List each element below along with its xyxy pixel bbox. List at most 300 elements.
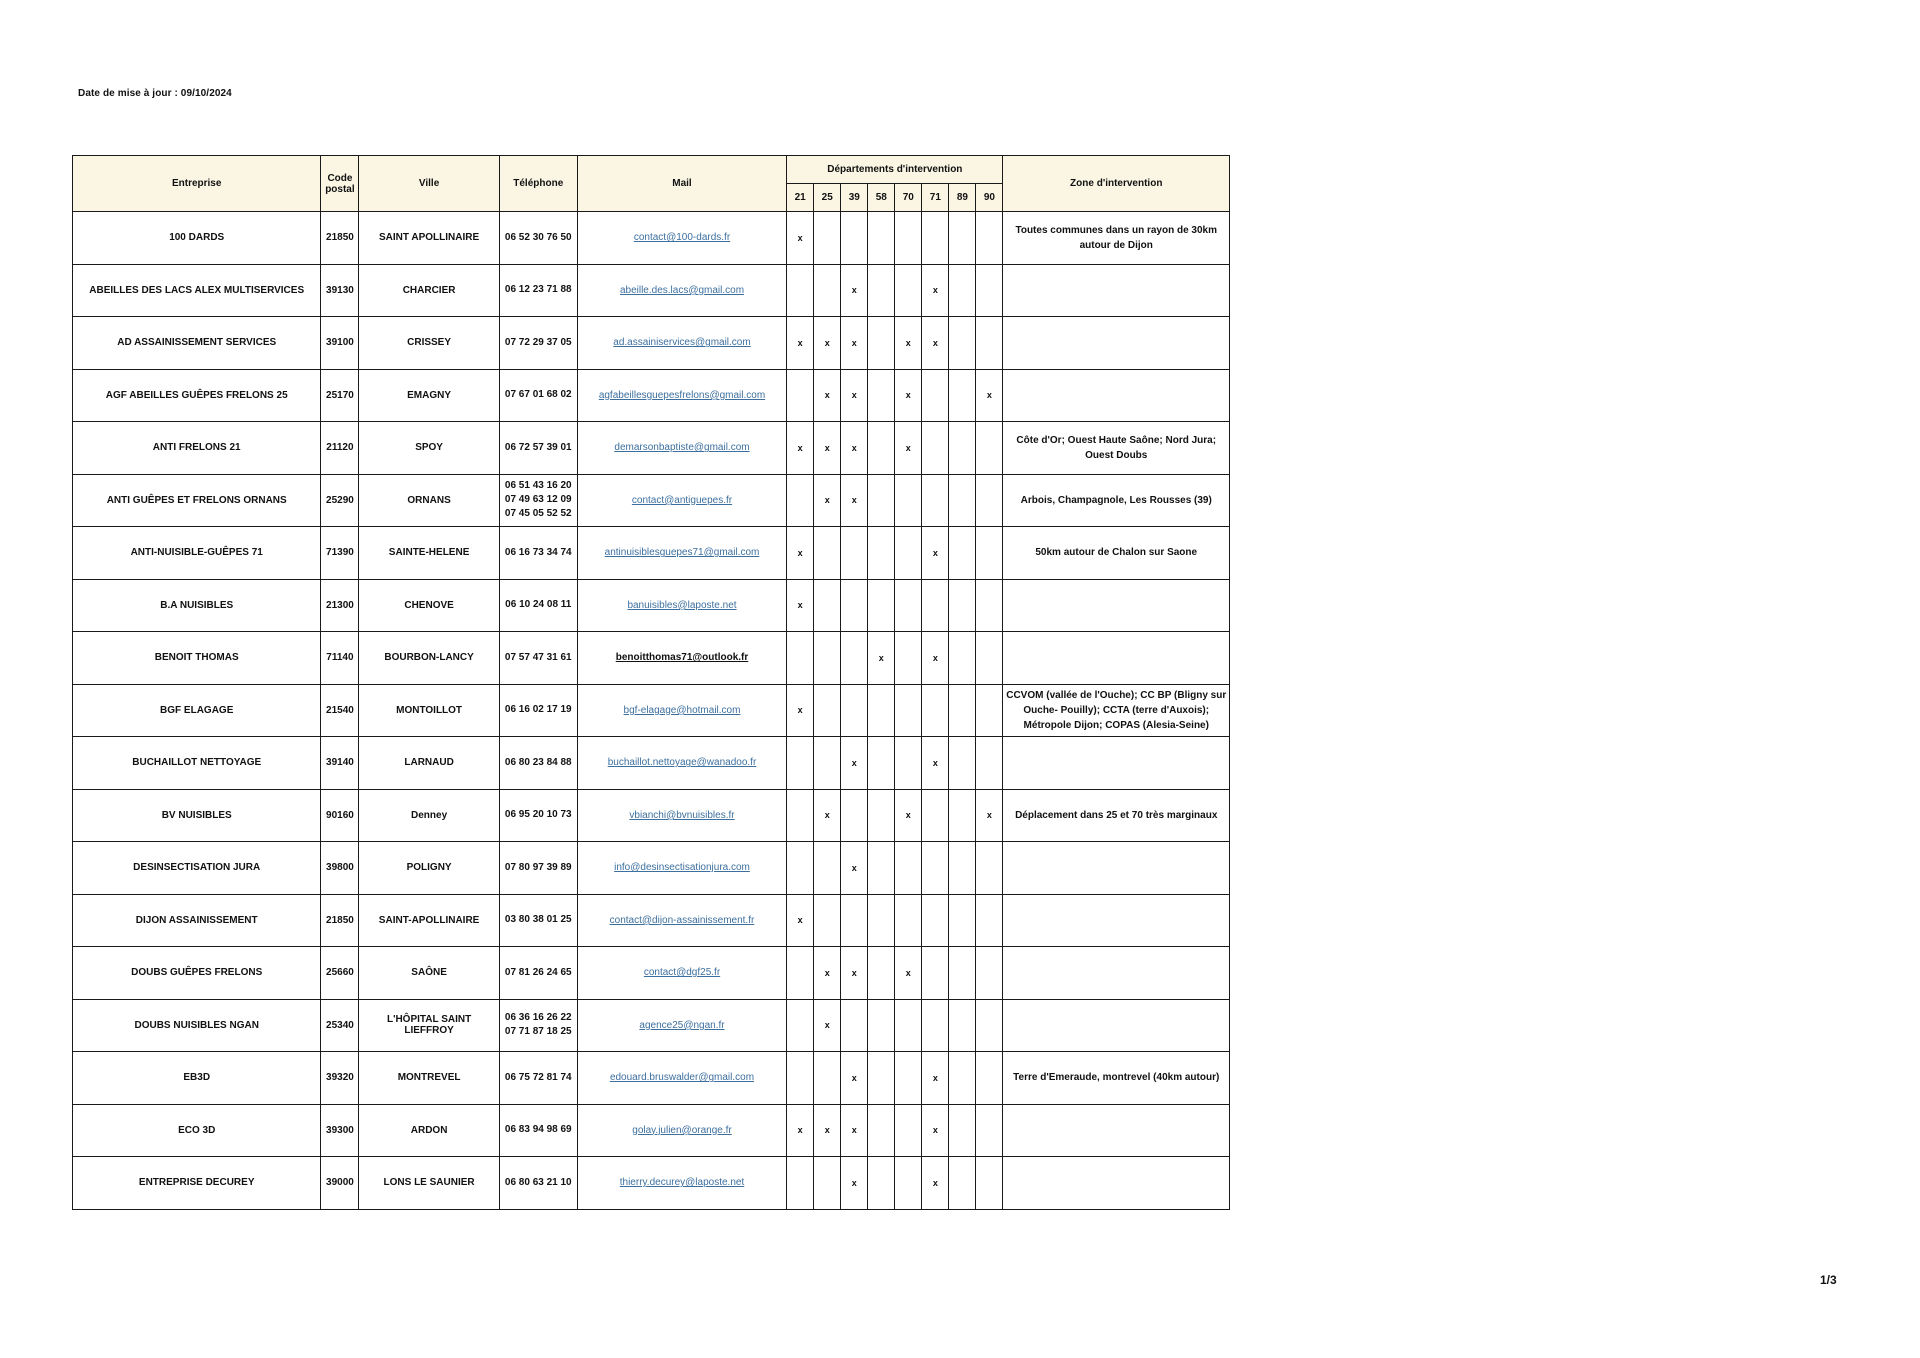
intervention-zone [1003,947,1230,1000]
department-mark-70 [895,579,922,632]
department-mark-70: x [895,369,922,422]
table-row [73,369,1230,422]
email-link[interactable]: bgf-elagage@hotmail.com [577,684,786,737]
department-mark-39: x [841,369,868,422]
department-mark-25: x [814,317,841,370]
table-body [73,212,1230,1210]
city: LARNAUD [359,737,499,790]
company-name: BUCHAILLOT NETTOYAGE [73,737,321,790]
dep-header-89: 89 [949,184,976,212]
email-link[interactable]: antinuisiblesguepes71@gmail.com [577,527,786,580]
department-mark-39: x [841,264,868,317]
department-mark-89 [949,212,976,265]
intervention-zone [1003,632,1230,685]
department-mark-39: x [841,474,868,527]
email-link[interactable]: contact@100-dards.fr [577,212,786,265]
department-mark-71 [922,369,949,422]
dep-header-70: 70 [895,184,922,212]
department-mark-90 [976,632,1003,685]
email-link[interactable]: agence25@ngan.fr [577,999,786,1052]
col-header-ville: Ville [359,156,499,212]
phone-number: 07 57 47 31 61 [499,632,577,685]
postal-code: 25340 [321,999,359,1052]
department-mark-39: x [841,1157,868,1210]
department-mark-90: x [976,369,1003,422]
phone-number: 06 10 24 08 11 [499,579,577,632]
department-mark-70 [895,737,922,790]
table-row [73,422,1230,475]
department-mark-39: x [841,317,868,370]
department-mark-39: x [841,1104,868,1157]
department-mark-71 [922,894,949,947]
phone-number: 06 80 63 21 10 [499,1157,577,1210]
city: MONTOILLOT [359,684,499,737]
department-mark-58 [868,212,895,265]
department-mark-70 [895,894,922,947]
department-mark-71 [922,474,949,527]
department-mark-58 [868,894,895,947]
department-mark-71: x [922,737,949,790]
intervention-zone [1003,999,1230,1052]
department-mark-58 [868,947,895,1000]
department-mark-71: x [922,1157,949,1210]
table-row [73,737,1230,790]
intervention-zone [1003,842,1230,895]
phone-number: 06 83 94 98 69 [499,1104,577,1157]
department-mark-21 [787,842,814,895]
department-mark-90 [976,527,1003,580]
department-mark-21: x [787,212,814,265]
department-mark-89 [949,632,976,685]
phone-number: 07 67 01 68 02 [499,369,577,422]
department-mark-89 [949,474,976,527]
department-mark-89 [949,579,976,632]
department-mark-21 [787,632,814,685]
dep-header-58: 58 [868,184,895,212]
department-mark-70: x [895,317,922,370]
department-mark-25 [814,264,841,317]
company-name: DOUBS NUISIBLES NGAN [73,999,321,1052]
city: ORNANS [359,474,499,527]
table-row [73,212,1230,265]
email-link[interactable]: banuisibles@laposte.net [577,579,786,632]
city: MONTREVEL [359,1052,499,1105]
department-mark-58 [868,1052,895,1105]
department-mark-21 [787,264,814,317]
postal-code: 90160 [321,789,359,842]
phone-number: 07 72 29 37 05 [499,317,577,370]
department-mark-71: x [922,1104,949,1157]
company-name: ANTI GUÊPES ET FRELONS ORNANS [73,474,321,527]
department-mark-90: x [976,789,1003,842]
department-mark-70 [895,684,922,737]
department-mark-21: x [787,1104,814,1157]
postal-code: 39300 [321,1104,359,1157]
intervention-zone [1003,579,1230,632]
department-mark-89 [949,1052,976,1105]
email-link[interactable]: abeille.des.lacs@gmail.com [577,264,786,317]
city: CRISSEY [359,317,499,370]
department-mark-39: x [841,422,868,475]
department-mark-21: x [787,317,814,370]
department-mark-90 [976,579,1003,632]
company-name: 100 DARDS [73,212,321,265]
department-mark-25 [814,842,841,895]
phone-number: 07 80 97 39 89 [499,842,577,895]
department-mark-71: x [922,632,949,685]
department-mark-58 [868,317,895,370]
city: EMAGNY [359,369,499,422]
city: SAÔNE [359,947,499,1000]
department-mark-58 [868,1104,895,1157]
department-mark-21 [787,947,814,1000]
postal-code: 39140 [321,737,359,790]
table-row [73,264,1230,317]
email-link[interactable]: benoitthomas71@outlook.fr [577,632,786,685]
department-mark-70 [895,842,922,895]
company-name: DOUBS GUÊPES FRELONS [73,947,321,1000]
department-mark-89 [949,527,976,580]
department-mark-25: x [814,789,841,842]
postal-code: 25170 [321,369,359,422]
email-link[interactable]: buchaillot.nettoyage@wanadoo.fr [577,737,786,790]
company-name: AD ASSAINISSEMENT SERVICES [73,317,321,370]
city: CHENOVE [359,579,499,632]
city: Denney [359,789,499,842]
department-mark-58 [868,579,895,632]
department-mark-71 [922,422,949,475]
department-mark-89 [949,369,976,422]
company-name: ANTI FRELONS 21 [73,422,321,475]
postal-code: 21850 [321,212,359,265]
phone-number: 07 81 26 24 65 [499,947,577,1000]
department-mark-71 [922,842,949,895]
department-mark-25 [814,579,841,632]
department-mark-90 [976,999,1003,1052]
department-mark-70 [895,527,922,580]
table-row [73,1052,1230,1105]
col-header-mail: Mail [577,156,786,212]
email-link[interactable]: golay.julien@orange.fr [577,1104,786,1157]
table-row [73,1104,1230,1157]
department-mark-90 [976,684,1003,737]
department-mark-89 [949,264,976,317]
department-mark-90 [976,212,1003,265]
intervention-zone [1003,317,1230,370]
dep-header-39: 39 [841,184,868,212]
department-mark-25 [814,684,841,737]
phone-number: 06 51 43 16 20 07 49 63 12 09 07 45 05 52 52 [499,474,577,527]
postal-code: 71140 [321,632,359,685]
department-mark-71 [922,684,949,737]
department-mark-58 [868,474,895,527]
department-mark-71 [922,999,949,1052]
department-mark-71 [922,789,949,842]
intervention-zone [1003,737,1230,790]
table-row [73,1157,1230,1210]
company-name: B.A NUISIBLES [73,579,321,632]
intervention-zone: Arbois, Champagnole, Les Rousses (39) [1003,474,1230,527]
department-mark-21 [787,1157,814,1210]
intervention-zone: 50km autour de Chalon sur Saone [1003,527,1230,580]
department-mark-39 [841,527,868,580]
table-row [73,947,1230,1000]
table-row [73,317,1230,370]
department-mark-25 [814,527,841,580]
department-mark-90 [976,1157,1003,1210]
table-row [73,789,1230,842]
companies-table [72,155,1230,1210]
company-name: ECO 3D [73,1104,321,1157]
department-mark-25 [814,212,841,265]
city: L'HÔPITAL SAINT LIEFFROY [359,999,499,1052]
postal-code: 21850 [321,894,359,947]
city: CHARCIER [359,264,499,317]
phone-number: 06 36 16 26 22 07 71 87 18 25 [499,999,577,1052]
table-header-row [73,156,1230,184]
col-header-departements: Départements d'intervention [787,156,1003,184]
department-mark-90 [976,317,1003,370]
intervention-zone: CCVOM (vallée de l'Ouche); CC BP (Bligny sur Ouche- Pouilly); CCTA (terre d'Auxois); Métropole Dijon; COPAS (Alesia-Seine) [1003,684,1230,737]
department-mark-70 [895,1157,922,1210]
department-mark-25: x [814,369,841,422]
email-link[interactable]: vbianchi@bvnuisibles.fr [577,789,786,842]
col-header-zone: Zone d'intervention [1003,156,1230,212]
department-mark-70 [895,632,922,685]
phone-number: 06 52 30 76 50 [499,212,577,265]
department-mark-21 [787,474,814,527]
department-mark-25: x [814,474,841,527]
company-name: BGF ELAGAGE [73,684,321,737]
department-mark-89 [949,1104,976,1157]
department-mark-90 [976,264,1003,317]
dep-header-21: 21 [787,184,814,212]
company-name: BENOIT THOMAS [73,632,321,685]
intervention-zone: Toutes communes dans un rayon de 30km autour de Dijon [1003,212,1230,265]
department-mark-39: x [841,947,868,1000]
department-mark-58 [868,684,895,737]
intervention-zone: Côte d'Or; Ouest Haute Saône; Nord Jura; Ouest Doubs [1003,422,1230,475]
department-mark-89 [949,422,976,475]
phone-number: 06 80 23 84 88 [499,737,577,790]
table-row [73,527,1230,580]
dep-header-71: 71 [922,184,949,212]
postal-code: 21540 [321,684,359,737]
department-mark-89 [949,737,976,790]
department-mark-39: x [841,737,868,790]
department-mark-89 [949,999,976,1052]
department-mark-39: x [841,1052,868,1105]
department-mark-21: x [787,422,814,475]
department-mark-39 [841,632,868,685]
table-row [73,842,1230,895]
department-mark-90 [976,474,1003,527]
department-mark-89 [949,1157,976,1210]
postal-code: 39800 [321,842,359,895]
city: BOURBON-LANCY [359,632,499,685]
company-name: AGF ABEILLES GUÊPES FRELONS 25 [73,369,321,422]
table-row [73,474,1230,527]
department-mark-90 [976,894,1003,947]
department-mark-90 [976,737,1003,790]
department-mark-70 [895,1104,922,1157]
department-mark-25: x [814,947,841,1000]
department-mark-70 [895,474,922,527]
department-mark-90 [976,422,1003,475]
department-mark-21 [787,1052,814,1105]
intervention-zone [1003,1157,1230,1210]
department-mark-71: x [922,264,949,317]
department-mark-58 [868,369,895,422]
phone-number: 06 12 23 71 88 [499,264,577,317]
phone-number: 06 16 73 34 74 [499,527,577,580]
department-mark-25 [814,1052,841,1105]
department-mark-39: x [841,842,868,895]
department-mark-21 [787,999,814,1052]
email-link[interactable]: contact@dijon-assainissement.fr [577,894,786,947]
department-mark-71 [922,579,949,632]
department-mark-58 [868,422,895,475]
postal-code: 71390 [321,527,359,580]
table-row [73,684,1230,737]
department-mark-70 [895,264,922,317]
city: POLIGNY [359,842,499,895]
department-mark-39 [841,212,868,265]
department-mark-25: x [814,422,841,475]
department-mark-70: x [895,422,922,475]
department-mark-39 [841,579,868,632]
city: ARDON [359,1104,499,1157]
company-name: DESINSECTISATION JURA [73,842,321,895]
city: SAINT-APOLLINAIRE [359,894,499,947]
department-mark-89 [949,789,976,842]
company-name: EB3D [73,1052,321,1105]
department-mark-71: x [922,317,949,370]
intervention-zone: Terre d'Emeraude, montrevel (40km autour) [1003,1052,1230,1105]
intervention-zone [1003,264,1230,317]
department-mark-89 [949,317,976,370]
department-mark-89 [949,684,976,737]
department-mark-21: x [787,579,814,632]
department-mark-90 [976,1104,1003,1157]
company-name: ABEILLES DES LACS ALEX MULTISERVICES [73,264,321,317]
email-link[interactable]: info@desinsectisationjura.com [577,842,786,895]
email-link[interactable]: ad.assainiservices@gmail.com [577,317,786,370]
company-name: BV NUISIBLES [73,789,321,842]
department-mark-89 [949,894,976,947]
city: SAINT APOLLINAIRE [359,212,499,265]
department-mark-21 [787,789,814,842]
department-mark-90 [976,947,1003,1000]
department-mark-58: x [868,632,895,685]
phone-number: 06 72 57 39 01 [499,422,577,475]
department-mark-58 [868,999,895,1052]
postal-code: 39320 [321,1052,359,1105]
postal-code: 39130 [321,264,359,317]
dep-header-90: 90 [976,184,1003,212]
update-date: Date de mise à jour : 09/10/2024 [78,88,232,99]
department-mark-70 [895,1052,922,1105]
department-mark-58 [868,737,895,790]
company-name: ENTREPRISE DECUREY [73,1157,321,1210]
department-mark-25 [814,894,841,947]
department-mark-58 [868,789,895,842]
department-mark-25: x [814,999,841,1052]
department-mark-71: x [922,1052,949,1105]
postal-code: 21120 [321,422,359,475]
email-link[interactable]: thierry.decurey@laposte.net [577,1157,786,1210]
department-mark-21: x [787,684,814,737]
page-number: 1/3 [1820,1273,1837,1287]
col-header-code-postal: Code postal [321,156,359,212]
table-row [73,579,1230,632]
postal-code: 21300 [321,579,359,632]
email-link[interactable]: demarsonbaptiste@gmail.com [577,422,786,475]
postal-code: 25660 [321,947,359,1000]
dep-header-25: 25 [814,184,841,212]
department-mark-70: x [895,947,922,1000]
phone-number: 06 75 72 81 74 [499,1052,577,1105]
department-mark-58 [868,1157,895,1210]
phone-number: 03 80 38 01 25 [499,894,577,947]
department-mark-89 [949,947,976,1000]
department-mark-89 [949,842,976,895]
intervention-zone [1003,369,1230,422]
postal-code: 39000 [321,1157,359,1210]
department-mark-21: x [787,894,814,947]
department-mark-90 [976,842,1003,895]
intervention-zone [1003,894,1230,947]
department-mark-71 [922,212,949,265]
col-header-telephone: Téléphone [499,156,577,212]
email-link[interactable]: edouard.bruswalder@gmail.com [577,1052,786,1105]
department-mark-39 [841,894,868,947]
department-mark-70 [895,212,922,265]
table-row [73,999,1230,1052]
email-link[interactable]: contact@dgf25.fr [577,947,786,1000]
department-mark-39 [841,999,868,1052]
department-mark-21 [787,369,814,422]
email-link[interactable]: contact@antiguepes.fr [577,474,786,527]
postal-code: 39100 [321,317,359,370]
postal-code: 25290 [321,474,359,527]
table-row [73,632,1230,685]
department-mark-25: x [814,1104,841,1157]
department-mark-39 [841,789,868,842]
department-mark-71: x [922,527,949,580]
phone-number: 06 95 20 10 73 [499,789,577,842]
department-mark-21 [787,737,814,790]
company-name: DIJON ASSAINISSEMENT [73,894,321,947]
department-mark-21: x [787,527,814,580]
department-mark-58 [868,842,895,895]
city: SPOY [359,422,499,475]
department-mark-70 [895,999,922,1052]
department-mark-58 [868,527,895,580]
email-link[interactable]: agfabeillesguepesfrelons@gmail.com [577,369,786,422]
department-mark-71 [922,947,949,1000]
department-mark-39 [841,684,868,737]
department-mark-90 [976,1052,1003,1105]
city: LONS LE SAUNIER [359,1157,499,1210]
department-mark-70: x [895,789,922,842]
department-mark-58 [868,264,895,317]
col-header-entreprise: Entreprise [73,156,321,212]
phone-number: 06 16 02 17 19 [499,684,577,737]
intervention-zone [1003,1104,1230,1157]
city: SAINTE-HELENE [359,527,499,580]
department-mark-25 [814,1157,841,1210]
